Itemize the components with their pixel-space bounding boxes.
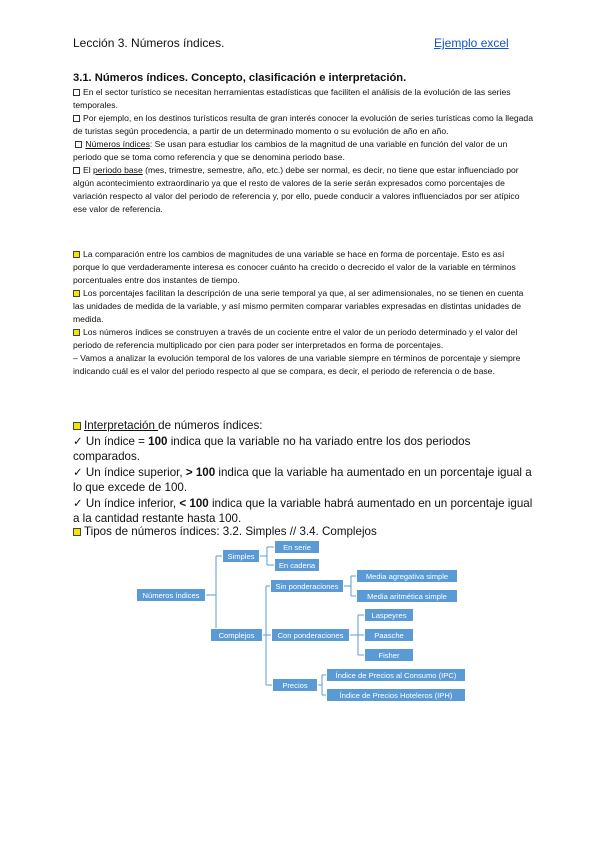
paragraph-1: En el sector turístico se necesitan herramientas estadísticas que faciliten el análisis de la evolución de las series temporales. [73, 87, 511, 110]
checkbox-bullet-icon [73, 89, 80, 96]
interpretation-block [73, 418, 533, 527]
highlighted-bullet-icon [73, 251, 80, 258]
paragraph-7: Los números índices se construyen a través de un cociente entre el valor de un periodo determinado y el valor del periodo de referencia multiplicado por cien para poder ser interpretados en forma de porcentajes. [73, 327, 518, 350]
paragraph-6: Los porcentajes facilitan la descripción de una serie temporal ya que, al ser adimensionales, no se tienen en cuenta las unidades de medida de la variable, y así mismo permiten comparar variables expresadas en distintas unidades de medida. [73, 288, 524, 324]
node-laspeyres: Laspeyres [364, 608, 414, 622]
document-title: Lección 3. Números índices. [73, 36, 225, 50]
excel-example-link[interactable]: Ejemplo excel [434, 36, 509, 50]
node-ipc: Índice de Precios al Consumo (IPC) [326, 668, 466, 682]
node-simples: Simples [222, 549, 260, 563]
node-sin-ponderaciones: Sin ponderaciones [270, 579, 344, 593]
highlighted-bullet-icon [73, 329, 80, 336]
interpretation-equal: ✓ Un índice = 100 indica que la variable no ha variado entre los dos periodos comparados. [73, 434, 471, 463]
checkbox-bullet-icon [73, 167, 80, 174]
paragraph-5: La comparación entre los cambios de magnitudes de una variable se hace en forma de porcentaje. Esto es así porque lo que verdaderamente interesa es conocer cuánto ha crecido o decrecido el valor de la variable en términos porcentuales entre dos instantes de tiempo. [73, 249, 516, 285]
node-media-aritmetica: Media aritmética simple [356, 589, 458, 603]
node-paasche: Paasche [364, 628, 414, 642]
highlighted-bullet-icon [73, 528, 81, 536]
intro-block [73, 86, 533, 216]
interpretation-less: ✓ Un índice inferior, < 100 indica que la variable habrá aumentado en un porcentaje igual a la cantidad restante hasta 100. [73, 496, 533, 525]
node-complejos: Complejos [210, 628, 263, 642]
node-iph: Índice de Precios Hoteleros (IPH) [326, 688, 466, 702]
types-heading: Tipos de números índices: 3.2. Simples // 3.4. Complejos [73, 524, 533, 540]
section-title: 3.1. Números índices. Concepto, clasificación e interpretación. [73, 72, 407, 84]
node-precios: Precios [272, 678, 318, 692]
paragraph-4: El periodo base (mes, trimestre, semestre, año, etc.) debe ser normal, es decir, no tiene que estar influenciado por algún acontecimiento extraordinario ya que el resto de valores de la serie serán expresados como porcentajes de variación respecto al valor del periodo de referencia y, por ello, puede conducir a valores influenciados por ser atípico ese valor de referencia. [73, 165, 520, 214]
paragraph-8: – Vamos a analizar la evolución temporal de los valores de una variable siempre en términos de porcentaje y siempre indicando cuál es el valor del periodo respecto al que se compara, es decir, el periodo de referencia o de base. [73, 353, 521, 376]
node-media-agregativa: Media agregativa simple [356, 569, 458, 583]
node-en-serie: En serie [274, 540, 320, 554]
node-en-cadena: En cadena [274, 558, 320, 572]
node-con-ponderaciones: Con ponderaciones [271, 628, 350, 642]
node-numeros-indices: Números índices [136, 588, 206, 602]
highlighted-bullet-icon [73, 422, 81, 430]
interpretation-greater: ✓ Un índice superior, > 100 indica que la variable ha aumentado en un porcentaje igual a lo que excede de 100. [73, 465, 532, 494]
checkbox-bullet-icon [75, 141, 82, 148]
percentage-block [73, 248, 533, 378]
paragraph-2: Por ejemplo, en los destinos turísticos resulta de gran interés conocer la evolución de series turísticas como la llegada de turistas según procedencia, a partir de un determinado momento o su evolución de año en año. [73, 113, 533, 136]
highlighted-bullet-icon [73, 290, 80, 297]
node-fisher: Fisher [364, 648, 414, 662]
interpretation-heading: Interpretación de números índices: [73, 418, 533, 434]
checkbox-bullet-icon [73, 115, 80, 122]
paragraph-3: Números índices: Se usan para estudiar los cambios de la magnitud de una variable en función del valor de un periodo que se toma como referencia y que se denomina periodo base. [73, 139, 508, 162]
